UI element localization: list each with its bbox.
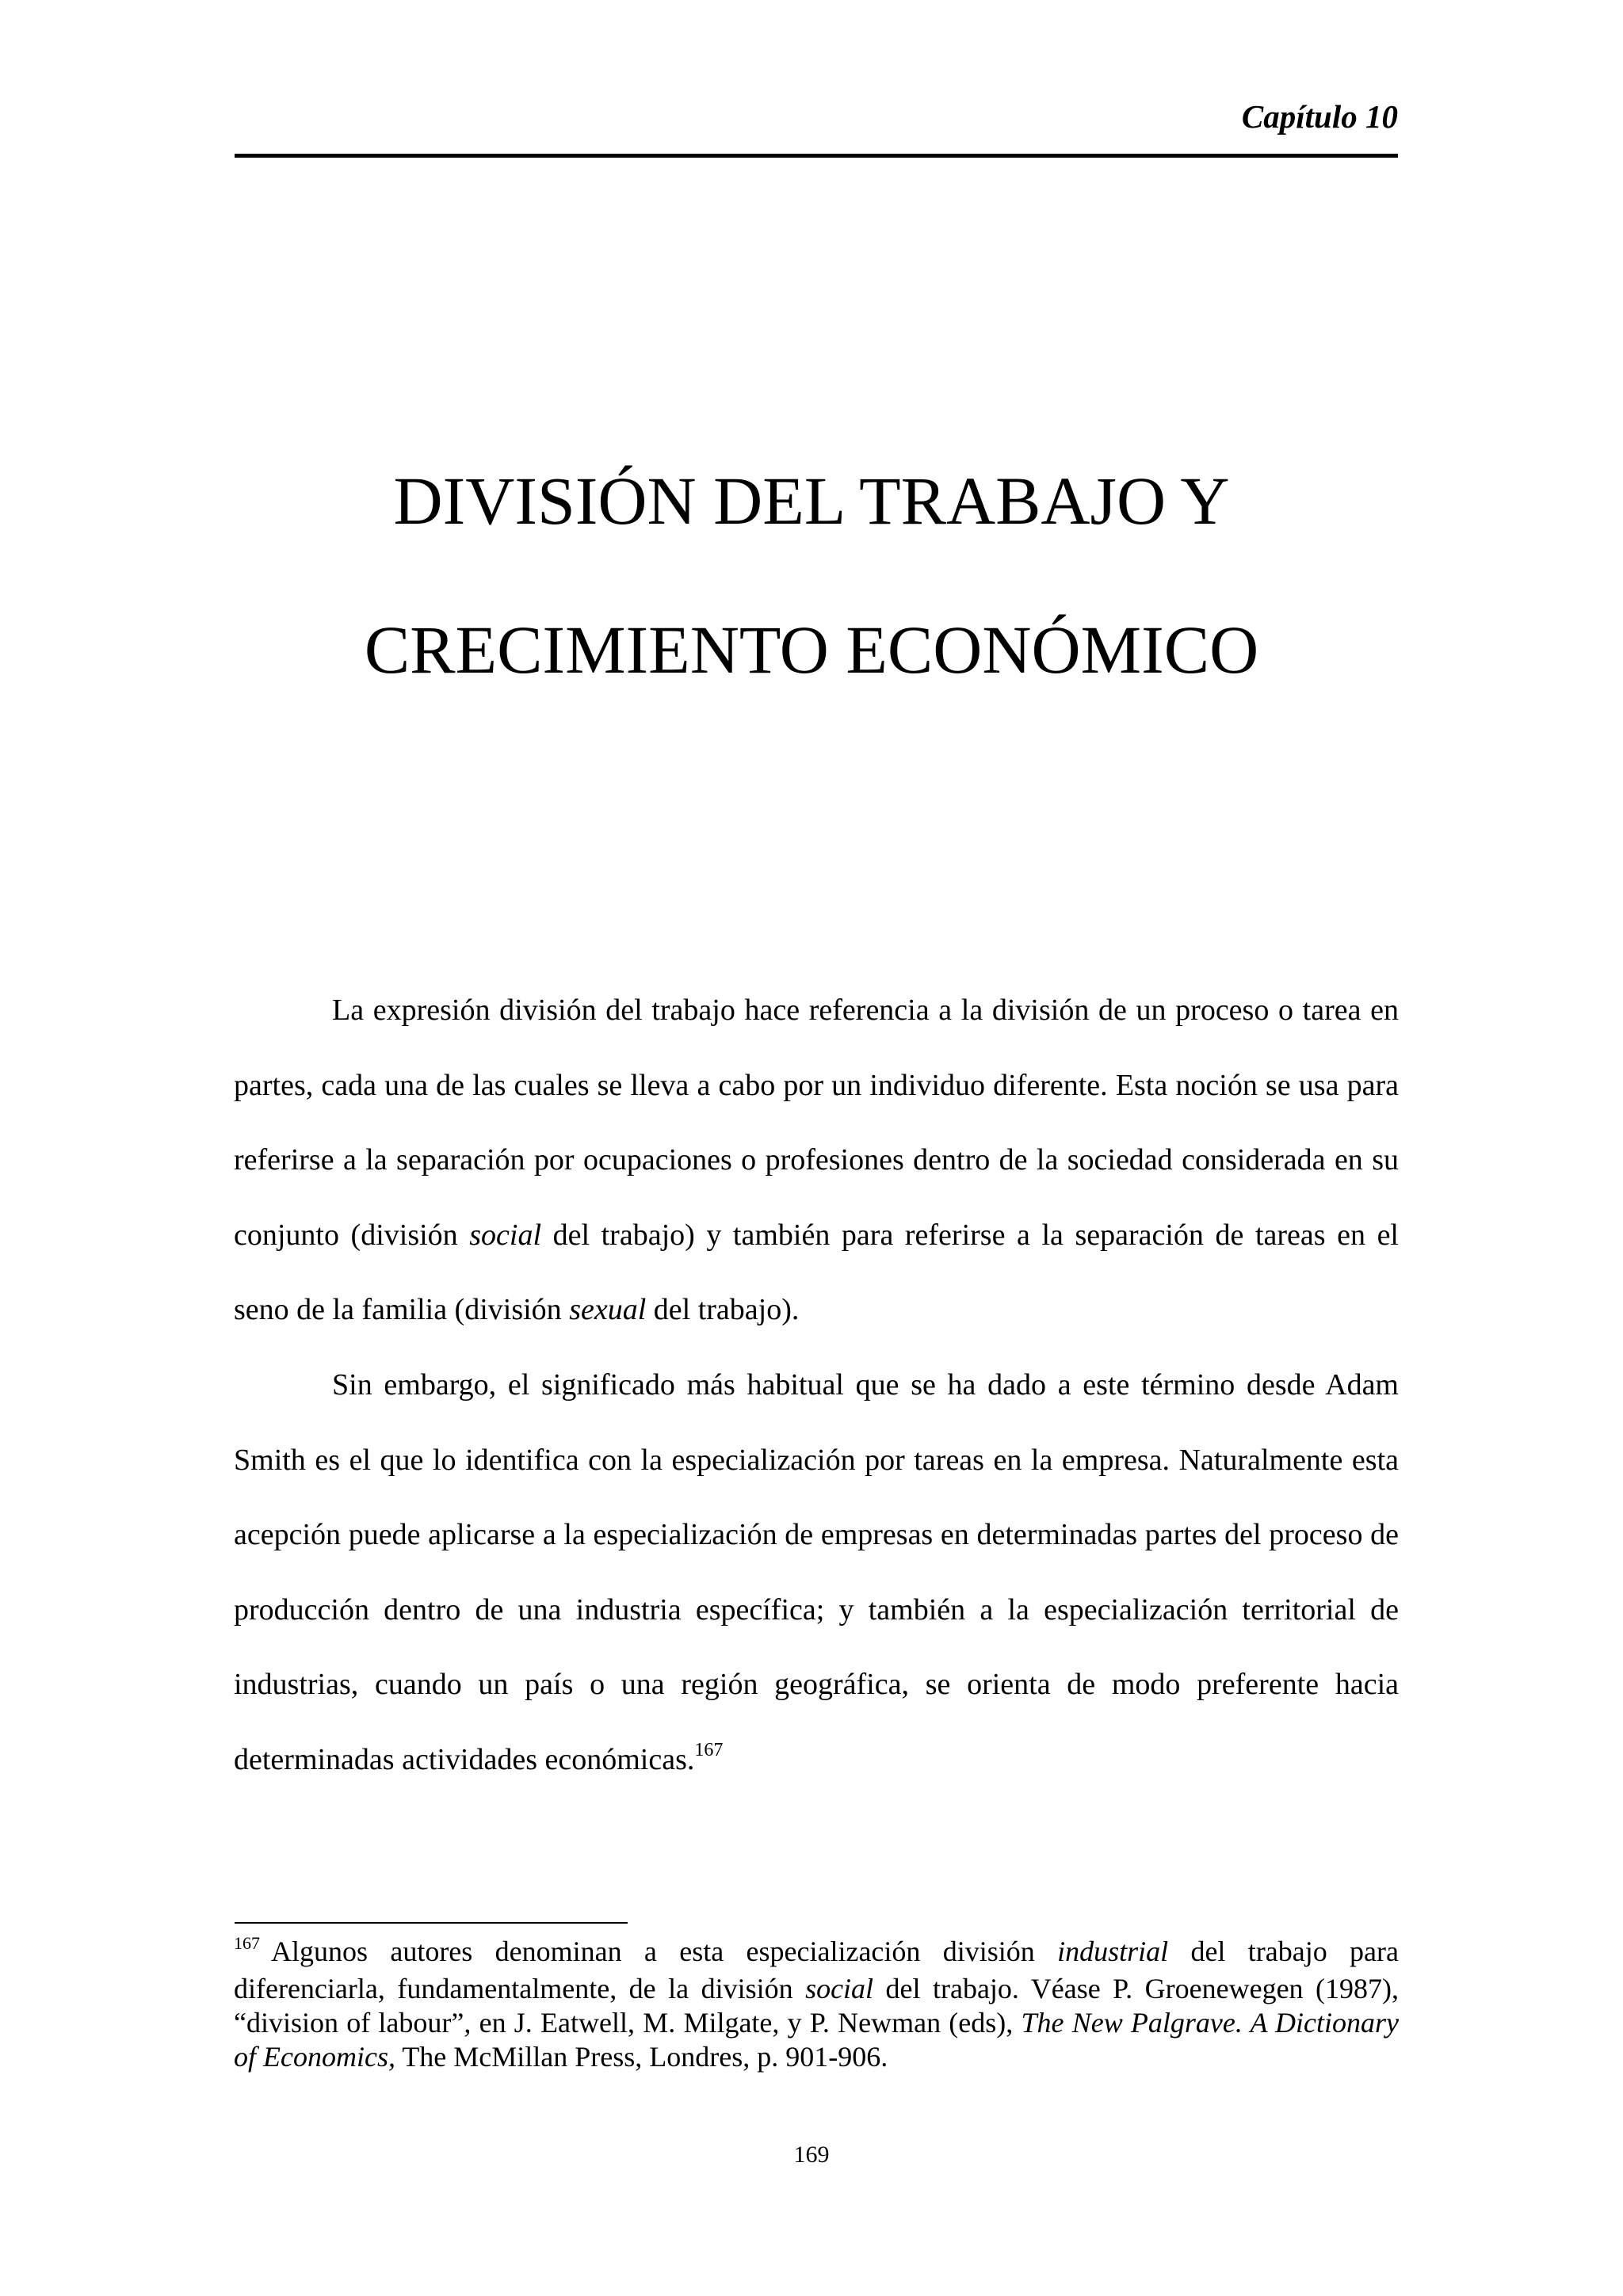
footnote — [234, 1935, 1399, 2074]
footnote-emphasis-social: social — [805, 1973, 874, 2004]
footnote-number: 167 — [234, 1933, 260, 1953]
paragraph-2 — [234, 1348, 1399, 1802]
paragraph-1-emphasis-sexual: sexual — [569, 1293, 647, 1327]
footnote-text-a: Algunos autores denominan a esta especialización división — [271, 1936, 1058, 1967]
footnote-text-b: del trabajo para diferenciarla, fundamentalmente, de la división — [234, 1936, 1399, 2004]
footnote-text-d: en J. Eatwell, M. Milgate, y P. Newman (eds), — [471, 2007, 1022, 2039]
paragraph-1-text-a: La expresión división del trabajo hace referencia a la división de un proceso o tarea en partes, cada una de las cuales se lleva a cabo por un individuo diferente. Esta noción se usa para referirse a la separación por ocupaciones o profesiones dentro de la sociedad considerada en su conjunto (división — [234, 994, 1399, 1252]
footnote-emphasis-comma: , — [464, 2007, 472, 2039]
chapter-title-line-1: DIVISIÓN DEL TRABAJO Y — [393, 463, 1230, 539]
chapter-label: Capítulo 10 — [1241, 98, 1398, 135]
chapter-title-line-2: CRECIMIENTO ECONÓMICO — [364, 612, 1259, 688]
paragraph-1-text-b: del trabajo) y también para referirse a la separación de tareas en el seno de la familia (división — [234, 1218, 1399, 1327]
paragraph-2-text: Sin embargo, el significado más habitual que se ha dado a este término desde Adam Smith es el que lo identifica con la especialización por tareas en la empresa. Naturalmente esta acepción puede aplicarse a la especialización de empresas en determinadas partes del proceso de producción dentro de una industria específica; y también a la especialización territorial de industrias, cuando un país o una región geográfica, se orienta de modo preferente hacia determinadas actividades económicas. — [234, 1367, 1399, 1776]
page-number: 169 — [793, 2142, 830, 2168]
footnote-reference[interactable]: 167 — [694, 1739, 724, 1760]
paragraph-1-emphasis-social: social — [469, 1218, 542, 1252]
paragraph-1 — [234, 973, 1399, 1348]
paragraph-1-text-c: del trabajo). — [646, 1293, 800, 1327]
footnote-emphasis-industrial: industrial — [1057, 1936, 1169, 1967]
footnote-emphasis-book-title: The New Palgrave. A Dictionary of Economics, — [234, 2007, 1399, 2073]
header-rule — [235, 154, 1398, 158]
footnote-separator — [235, 1922, 628, 1924]
footnote-text-c: del trabajo. Véase P. Groenewegen (1987), “division of labour” — [234, 1973, 1399, 2039]
body-text — [234, 973, 1399, 1802]
footnote-text-e: The McMillan Press, Londres, p. 901-906. — [395, 2041, 888, 2073]
